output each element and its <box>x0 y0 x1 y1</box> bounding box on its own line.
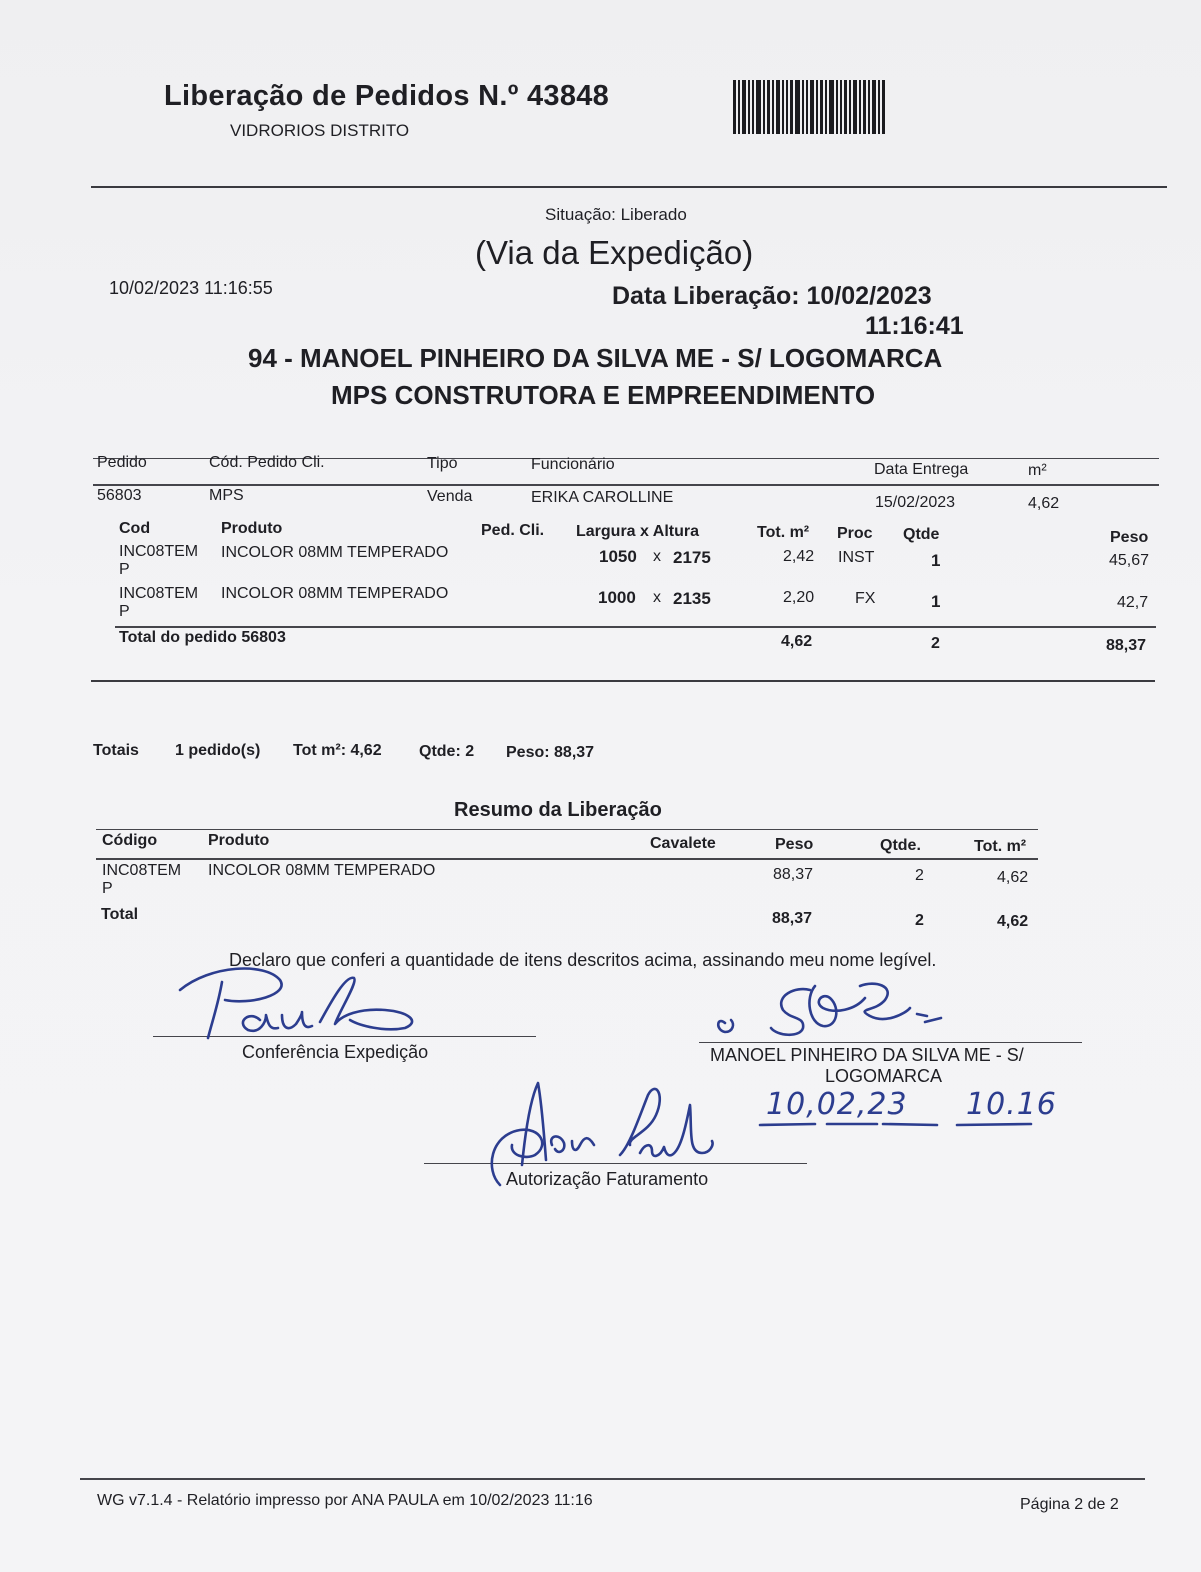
item-1-width: 1050 <box>599 547 637 566</box>
item-2-code-cont: P <box>119 603 130 620</box>
totals-orders: 1 pedido(s) <box>175 742 261 759</box>
item-1-qtde: 1 <box>931 551 941 570</box>
summary-col-qtde: Qtde. <box>880 837 921 854</box>
summary-row-tot-m2: 4,62 <box>997 869 1029 886</box>
item-1-code: INC08TEM <box>119 543 199 560</box>
order-total-qtde: 2 <box>931 635 940 652</box>
signature-label-autorizacao: Autorização Faturamento <box>506 1169 709 1189</box>
items-col-qtde: Qtde <box>903 526 940 543</box>
totals-m2: Tot m²: 4,62 <box>293 742 382 759</box>
declaration-text: Declaro que conferi a quantidade de itens descritos acima, assinando meu nome legível. <box>229 950 937 970</box>
summary-col-tot-m2: Tot. m² <box>974 838 1027 855</box>
item-1-height: 2175 <box>673 548 711 567</box>
item-2-tot-m2: 2,20 <box>783 589 815 606</box>
summary-row-qtde: 2 <box>915 867 924 884</box>
col-pedido: Pedido <box>97 454 147 471</box>
header-divider <box>91 186 1167 188</box>
col-data-entrega: Data Entrega <box>874 461 969 478</box>
order-m2: 4,62 <box>1028 495 1060 512</box>
order-section-divider <box>91 680 1155 682</box>
via-title: (Via da Expedição) <box>475 234 754 271</box>
handwritten-signature-autorizacao <box>480 1075 740 1195</box>
col-tipo: Tipo <box>427 455 458 472</box>
summary-row-product: INCOLOR 08MM TEMPERADO <box>208 862 436 879</box>
item-2-qtde: 1 <box>931 592 941 611</box>
order-total-label: Total do pedido 56803 <box>119 629 286 646</box>
summary-total-qtde: 2 <box>915 912 924 929</box>
item-2-code: INC08TEM <box>119 585 199 602</box>
status-text: Situação: Liberado <box>545 205 687 224</box>
signature-label-conferencia: Conferência Expedição <box>242 1042 429 1062</box>
summary-row-code-cont: P <box>102 880 113 897</box>
summary-top-line <box>96 829 1038 830</box>
signature-label-client-cont: LOGOMARCA <box>825 1066 943 1086</box>
document-title: Liberação de Pedidos N.º 43848 <box>164 80 610 112</box>
order-type: Venda <box>427 488 473 505</box>
items-col-cod: Cod <box>119 520 151 537</box>
item-1-tot-m2: 2,42 <box>783 548 815 565</box>
order-client-code: MPS <box>209 487 244 504</box>
handwritten-time: 10.16 <box>966 1087 1057 1122</box>
summary-col-peso: Peso <box>775 836 814 853</box>
client-name: 94 - MANOEL PINHEIRO DA SILVA ME - S/ LOGOMARCA <box>248 343 943 373</box>
order-employee: ERIKA CAROLLINE <box>531 489 674 506</box>
summary-col-codigo: Código <box>102 832 158 849</box>
items-col-produto: Produto <box>221 520 283 537</box>
totals-qtde: Qtde: 2 <box>419 743 475 760</box>
summary-total-tot-m2: 4,62 <box>997 913 1029 930</box>
totals-label: Totais <box>93 742 139 759</box>
company-name: VIDRORIOS DISTRITO <box>230 121 410 140</box>
item-2-width: 1000 <box>598 588 636 607</box>
signature-label-client: MANOEL PINHEIRO DA SILVA ME - S/ <box>710 1045 1024 1065</box>
order-delivery-date: 15/02/2023 <box>875 494 956 511</box>
footer-printed-by: WG v7.1.4 - Relatório impresso por ANA PAULA em 10/02/2023 11:16 <box>97 1492 593 1509</box>
footer-page-number: Página 2 de 2 <box>1020 1496 1119 1513</box>
totals-peso: Peso: 88,37 <box>506 744 595 761</box>
col-cod-pedido-cli: Cód. Pedido Cli. <box>209 454 325 471</box>
items-col-peso: Peso <box>1110 529 1149 546</box>
item-2-proc: FX <box>855 590 876 607</box>
item-2-product: INCOLOR 08MM TEMPERADO <box>221 585 449 602</box>
item-2-height: 2135 <box>673 589 711 608</box>
items-col-ped-cli: Ped. Cli. <box>481 522 545 539</box>
handwritten-date: 10,02,23 <box>766 1087 908 1122</box>
item-1-peso: 45,67 <box>1109 552 1150 569</box>
handwritten-date-underline <box>755 1118 1055 1132</box>
summary-title: Resumo da Liberação <box>454 799 662 821</box>
summary-row-code: INC08TEM <box>102 862 182 879</box>
summary-col-cavalete: Cavalete <box>650 835 716 852</box>
item-2-times: x <box>653 589 661 606</box>
summary-row-peso: 88,37 <box>773 866 814 883</box>
client-company: MPS CONSTRUTORA E EMPREENDIMENTO <box>331 380 876 410</box>
col-m2: m² <box>1028 462 1047 479</box>
items-col-proc: Proc <box>837 525 873 542</box>
footer-divider <box>80 1478 1145 1480</box>
col-funcionario: Funcionário <box>531 456 615 473</box>
item-2-peso: 42,7 <box>1117 594 1149 611</box>
item-1-times: x <box>653 548 661 565</box>
handwritten-signature-client <box>705 968 955 1043</box>
release-time: 11:16:41 <box>865 312 964 340</box>
printed-timestamp: 10/02/2023 11:16:55 <box>109 278 273 298</box>
summary-total-label: Total <box>101 906 139 923</box>
items-col-tot-m2: Tot. m² <box>757 524 810 541</box>
summary-header-line <box>96 858 1038 860</box>
handwritten-signature-conferencia <box>170 960 460 1050</box>
item-1-proc: INST <box>838 549 875 566</box>
item-1-code-cont: P <box>119 561 130 578</box>
item-1-product: INCOLOR 08MM TEMPERADO <box>221 544 449 561</box>
summary-col-produto: Produto <box>208 832 270 849</box>
order-number: 56803 <box>97 487 142 504</box>
order-total-line <box>115 626 1156 628</box>
summary-total-peso: 88,37 <box>772 910 813 927</box>
order-header-line <box>93 484 1159 486</box>
order-total-peso: 88,37 <box>1106 637 1147 654</box>
order-total-m2: 4,62 <box>781 633 813 650</box>
items-col-largura-altura: Largura x Altura <box>576 523 699 540</box>
release-date: Data Liberação: 10/02/2023 <box>612 282 932 310</box>
barcode <box>733 80 921 134</box>
